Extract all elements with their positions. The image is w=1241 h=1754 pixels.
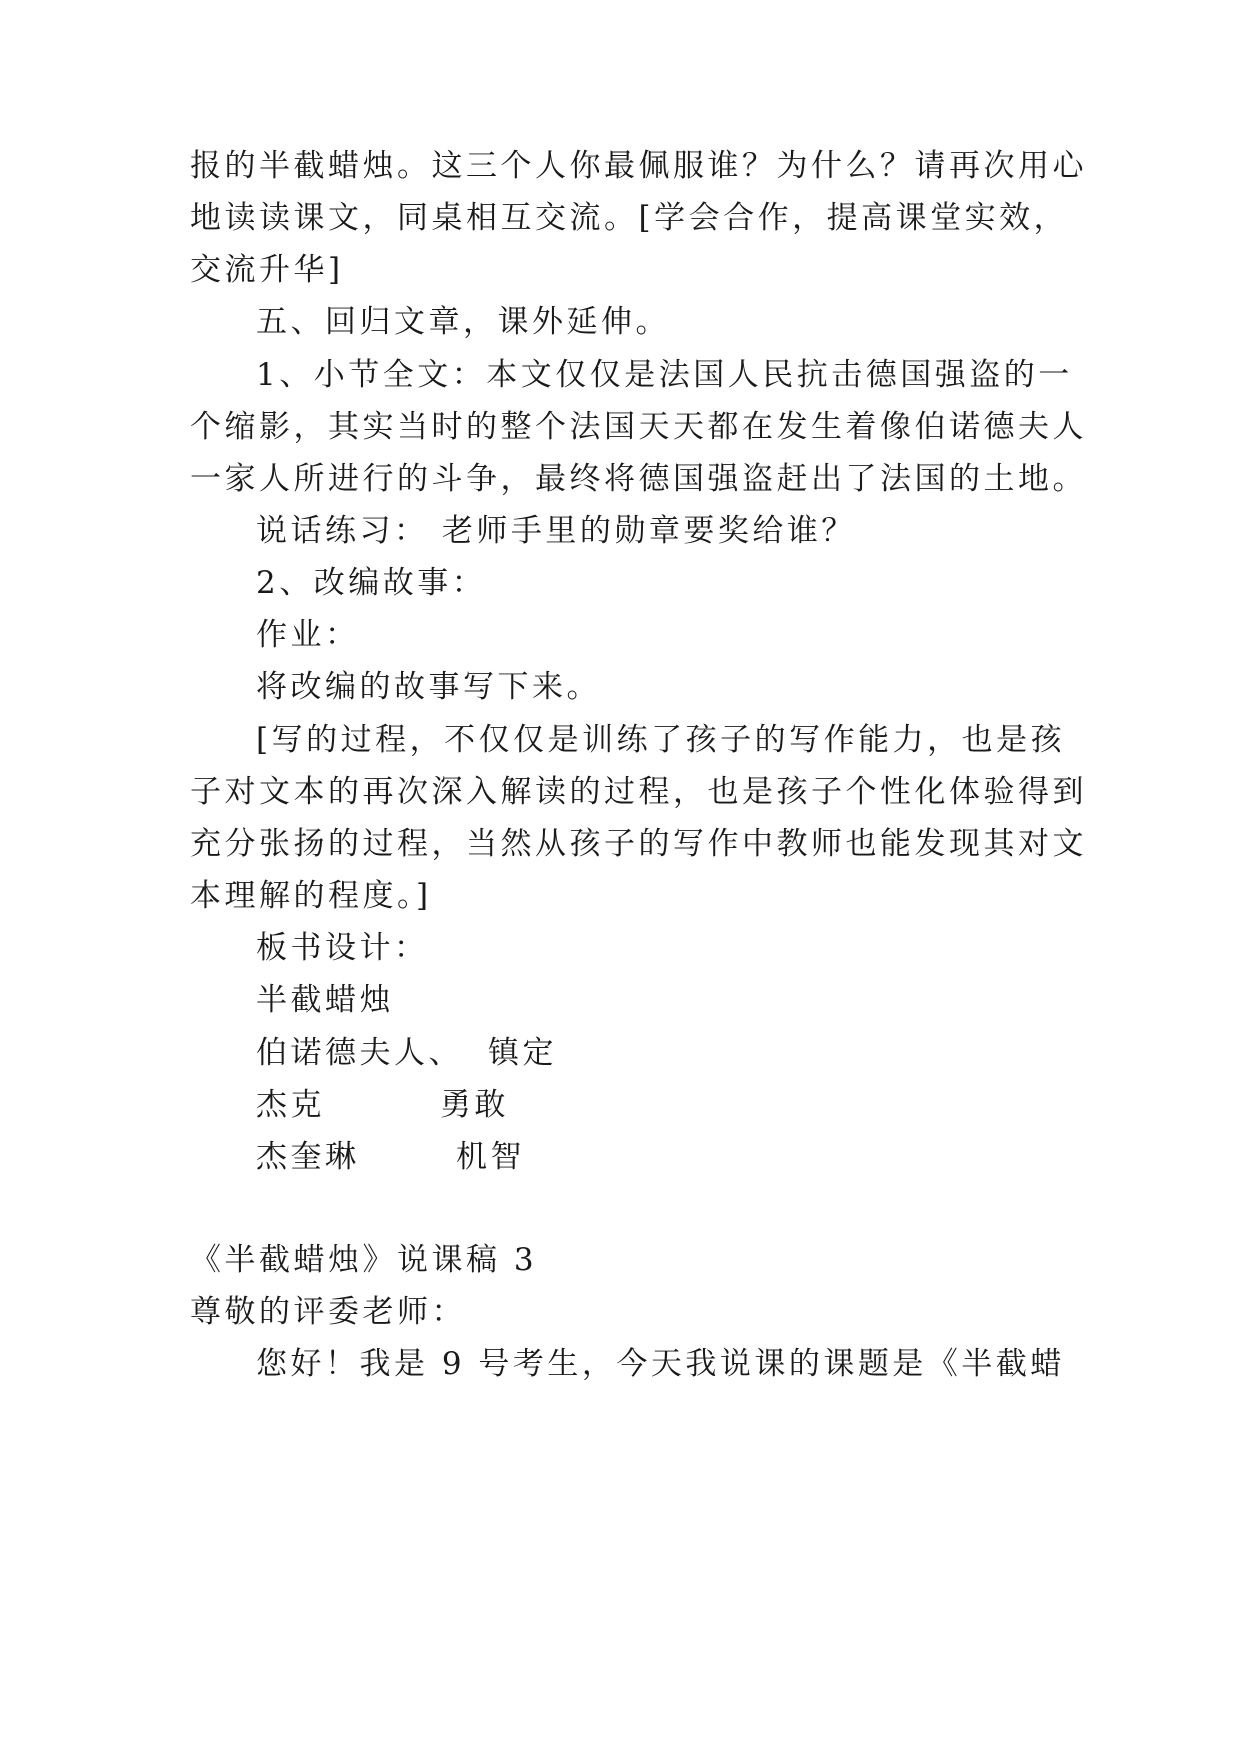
paragraph-line: 充分张扬的过程，当然从孩子的写作中教师也能发现其对文	[190, 826, 1087, 862]
paragraph-line: [写的过程，不仅仅是训练了孩子的写作能力，也是孩	[256, 722, 1066, 758]
board-row-trait: 机智	[456, 1139, 525, 1175]
rewrite-story: 2、改编故事：	[256, 565, 487, 601]
paragraph-line: 一家人所进行的斗争，最终将德国强盗赶出了法国的土地。	[190, 461, 1087, 497]
paragraph-line: 报的半截蜡烛。这三个人你最佩服谁？为什么？请再次用心	[190, 148, 1087, 184]
opening-line: 您好！我是 9 号考生，今天我说课的课题是《半截蜡	[256, 1346, 1065, 1382]
board-row-name: 杰克	[256, 1087, 325, 1123]
paragraph-line: 地读读课文，同桌相互交流。[学会合作，提高课堂实效，	[190, 200, 1069, 236]
paragraph-line: 交流升华]	[190, 252, 344, 288]
board-row-trait: 勇敢	[440, 1087, 509, 1123]
board-title: 半截蜡烛	[256, 982, 394, 1018]
paragraph-line: 本理解的程度。]	[190, 878, 432, 914]
board-row-name: 杰奎琳	[256, 1139, 360, 1175]
homework-heading: 作业：	[256, 617, 360, 653]
board-row-trait: 镇定	[488, 1035, 557, 1071]
paragraph-line: 子对文本的再次深入解读的过程，也是孩子个性化体验得到	[190, 774, 1087, 810]
board-design-heading: 板书设计：	[256, 930, 429, 966]
salutation: 尊敬的评委老师：	[190, 1294, 466, 1330]
board-row-name: 伯诺德夫人、	[256, 1035, 463, 1071]
document-title: 《半截蜡烛》说课稿 3	[190, 1242, 538, 1278]
section-heading: 五、回归文章，课外延伸。	[256, 304, 670, 340]
speaking-practice: 说话练习： 老师手里的勋章要奖给谁？	[256, 513, 856, 549]
paragraph-line: 个缩影，其实当时的整个法国天天都在发生着像伯诺德夫人	[190, 409, 1087, 445]
paragraph-line: 1、小节全文：本文仅仅是法国人民抗击德国强盗的一	[256, 357, 1073, 393]
homework-task: 将改编的故事写下来。	[256, 669, 601, 705]
